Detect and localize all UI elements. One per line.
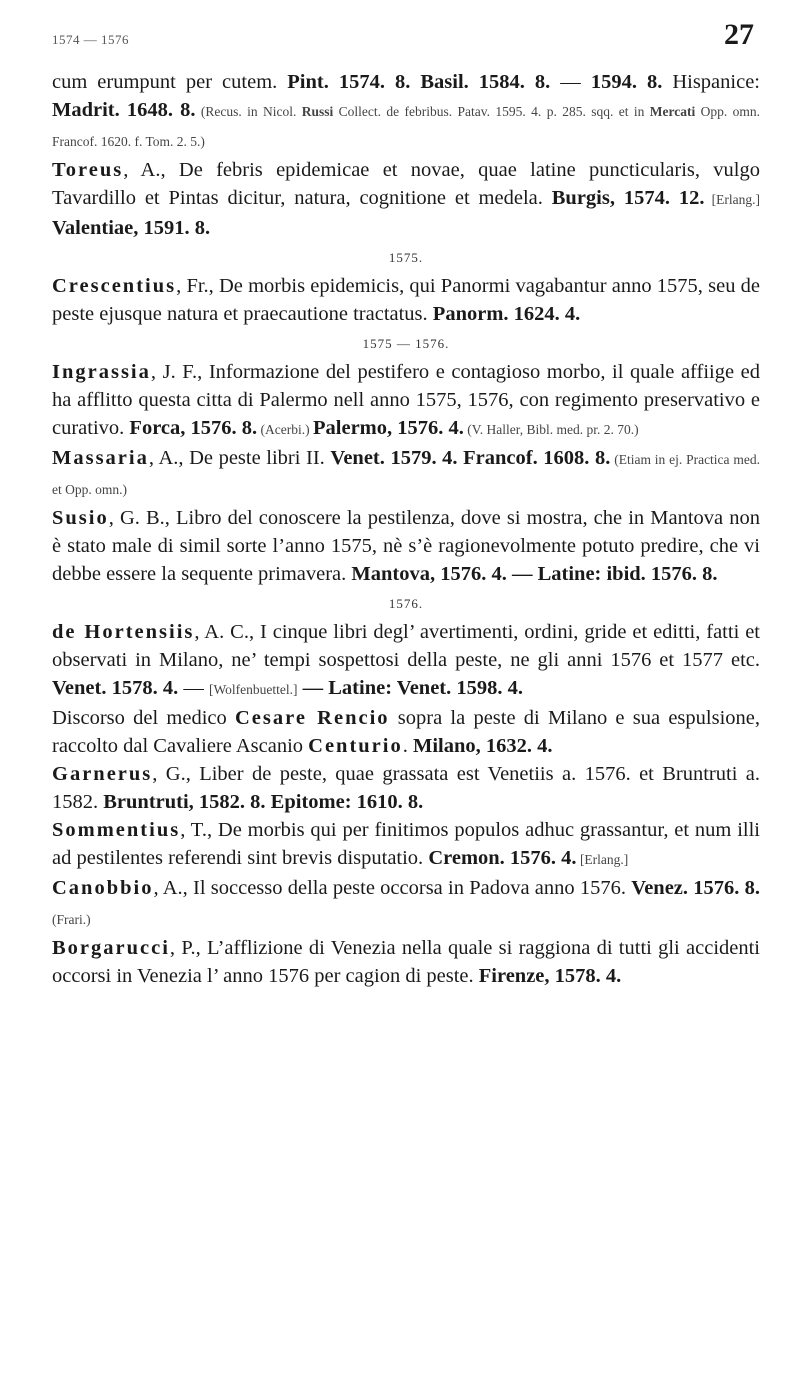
entry-text: , A. C., I cinque libri degl’ avertimenti, ordini, gride et editti, fatti et observati in Milano, ne’ tempi sospettosi della peste, ne gli anni 1576 et 1577 etc. [52, 621, 760, 671]
bibliography-entry [52, 68, 760, 156]
bibliography-entry [52, 444, 760, 504]
author-name: Ingrassia [52, 361, 151, 383]
author-name: Crescentius [52, 275, 177, 297]
author-name: Garnerus [52, 763, 153, 785]
bibliography-entry [52, 358, 760, 444]
entry-note: (Etiam in ej. Practica med. et Opp. omn.) [52, 452, 760, 497]
year-heading: 1576. [388, 596, 424, 611]
publication-info: Bruntruti, 1582. 8. Epitome: 1610. 8. [103, 791, 424, 813]
author-name: Cesare Rencio [234, 707, 390, 729]
entry-text: , J. F., Informazione del pestifero e contagioso morbo, il quale affiige ed ha afflitto questa citta di Palermo nell anno 1575, 1576, con regimento preservativo e curativo. [52, 361, 760, 439]
author-name: Toreus [52, 159, 124, 181]
publication-info: Firenze, 1578. 4. [478, 965, 622, 987]
author-name: de Hortensiis [52, 621, 195, 643]
publication-info: Valentiae, 1591. 8. [52, 217, 211, 239]
author-name: Canobbio [52, 877, 154, 899]
entry-text: , A., De peste libri II. [148, 447, 331, 469]
entry-text: . [402, 735, 413, 757]
bibliography-entry [52, 934, 760, 990]
entry-text: , Fr., De morbis epidemicis, qui Panormi vagabantur anno 1575, seu de peste ejusque natura et praecautione tractatus. [52, 275, 760, 325]
bibliography-entry [52, 504, 760, 588]
year-heading: 1575 — 1576. [362, 336, 450, 351]
bibliography-list [52, 68, 760, 990]
entry-text: , A., De febris epidemicae et novae, quae latine puncticularis, vulgo Tavardillo et Pintas dicitur, natura, cognitione et medela. [52, 159, 760, 209]
entry-text: , P., L’afflizione di Venezia nella quale si raggiona di tutti gli accidenti occorsi in Venezia l’ anno 1576 per cagion di peste. [52, 937, 760, 987]
author-name: Massaria [52, 447, 149, 469]
author-name: Sommentius [52, 819, 181, 841]
bibliography-entry [52, 816, 760, 874]
author-name: Susio [52, 507, 109, 529]
entry-text: Hispanice: [662, 71, 760, 93]
entry-note: (Acerbi.) [257, 422, 314, 437]
entry-text: , T., De morbis qui per finitimos populos adhuc grassantur, et num illi ad pestilentes referendi sint brevis disputatio. [52, 819, 760, 869]
publication-info: Palermo, 1576. 4. [313, 417, 464, 439]
entry-note: Opp. omn. Francof. 1620. f. Tom. 2. 5.) [52, 104, 760, 149]
entry-text: Discorso del medico [52, 707, 235, 729]
publication-info: Venet. 1579. 4. Francof. 1608. 8. [330, 447, 611, 469]
entry-text: — [550, 71, 591, 93]
publication-info: Mantova, 1576. 4. [351, 563, 507, 585]
entry-note: [Wolfenbuettel.] [208, 682, 298, 697]
publication-info: Burgis, 1574. 12. [551, 187, 705, 209]
bibliography-entry [52, 760, 760, 816]
entry-text: sopra la peste di Milano e sua espulsione, raccolto dal Cavaliere Ascanio [52, 707, 761, 757]
publication-info: Forca, 1576. 8. [129, 417, 258, 439]
publication-info: Milano, 1632. 4. [412, 735, 553, 757]
publication-info: 1594. 8. [590, 71, 663, 93]
publication-info: Madrit. 1648. 8. [52, 99, 196, 121]
year-heading: 1575. [388, 250, 424, 265]
bibliography-entry [52, 874, 760, 934]
entry-text: , G., Liber de peste, quae grassata est Venetiis a. 1576. et Bruntruti a. 1582. [52, 763, 760, 813]
entry-text: cum erumpunt per cutem. [52, 71, 288, 93]
entry-text: — [178, 677, 209, 699]
entry-note: (Frari.) [52, 912, 91, 927]
publication-info: Cremon. 1576. 4. [428, 847, 577, 869]
page-range: 1574 — 1576 [52, 32, 129, 47]
page-number: 27 [724, 18, 754, 51]
author-name: Borgarucci [52, 937, 170, 959]
entry-note: (Recus. in Nicol. [195, 104, 302, 119]
entry-note: [Erlang.] [704, 192, 760, 207]
entry-note: Mercati [649, 104, 696, 119]
bibliography-entry [52, 156, 760, 242]
publication-info: Pint. 1574. 8. Basil. 1584. 8. [287, 71, 551, 93]
bibliography-entry [52, 618, 760, 704]
publication-info: — Latine: ibid. 1576. 8. [506, 563, 718, 585]
entry-text: , A., Il soccesso della peste occorsa in Padova anno 1576. [153, 877, 632, 899]
entry-text: , G. B., Libro del conoscere la pestilenza, dove si mostra, che in Mantova non è stato male di simil sorte l’anno 1575, nè s’è ragionevolmente potuto predire, che vi debbe essere la sequente primavera. [52, 507, 760, 585]
publication-info: Venet. 1578. 4. [52, 677, 179, 699]
entry-note: [Erlang.] [576, 852, 629, 867]
entry-note: (V. Haller, Bibl. med. pr. 2. 70.) [463, 422, 639, 437]
publication-info: Panorm. 1624. 4. [432, 303, 581, 325]
running-header [52, 18, 760, 62]
entry-note: Collect. de febribus. Patav. 1595. 4. p. 285. sqq. et in [333, 104, 650, 119]
entry-note: Russi [301, 104, 334, 119]
publication-info: Venez. 1576. 8. [631, 877, 760, 899]
publication-info: — Latine: Venet. 1598. 4. [297, 677, 523, 699]
author-name: Centurio [308, 735, 403, 757]
bibliography-entry [52, 272, 760, 328]
bibliography-entry [52, 704, 760, 760]
